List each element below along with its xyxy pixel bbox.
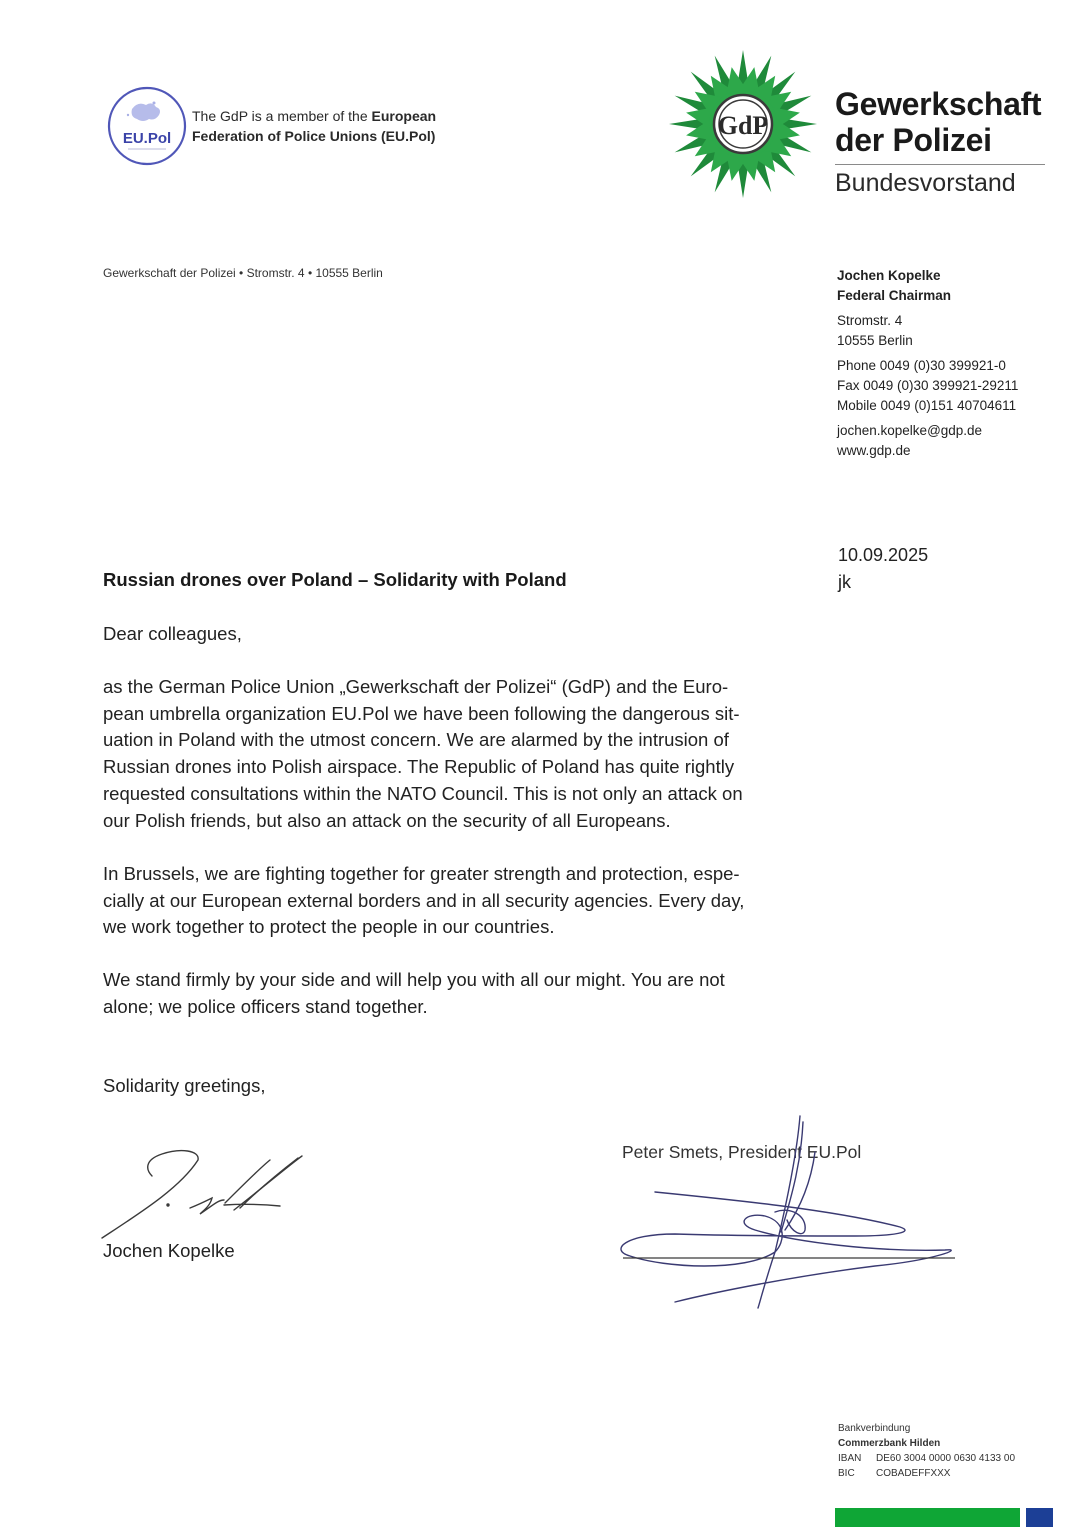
contact-fax: Fax 0049 (0)30 399921-29211 (837, 378, 1019, 393)
letter-subject: Russian drones over Poland – Solidarity with Poland (103, 569, 567, 590)
salutation: Dear colleagues, (103, 623, 242, 644)
paragraph-line: as the German Police Union „Gewerkschaft der Polizei“ (GdP) and the Euro- (103, 676, 729, 697)
paragraph-line: uation in Poland with the utmost concern. We are alarmed by the intrusion of (103, 729, 729, 751)
paragraph-2 (103, 861, 803, 941)
bank-details (838, 1421, 1015, 1481)
signature-kopelke (100, 1148, 310, 1243)
paragraph-3 (103, 967, 803, 1020)
handwritten-signature-icon (615, 1112, 960, 1312)
footer-blue-bar (1026, 1508, 1053, 1527)
iban-value: DE60 3004 0000 0630 4133 00 (876, 1453, 1016, 1464)
paragraph-line: we work together to protect the people in our countries. (103, 916, 555, 938)
bank-bic-row (838, 1466, 1015, 1481)
handwritten-signature-icon (100, 1148, 310, 1243)
signer-name-2: Peter Smets, President EU.Pol (622, 1142, 862, 1162)
membership-prefix: The GdP is a member of the (192, 108, 372, 124)
paragraph-line: Russian drones into Polish airspace. The Republic of Poland has quite rightly (103, 756, 735, 778)
contact-city: 10555 Berlin (837, 333, 913, 348)
paragraph-1 (103, 674, 803, 834)
signature-smets (615, 1112, 960, 1312)
contact-address (837, 311, 913, 351)
paragraph-line: alone; we police officers stand together. (103, 995, 428, 1017)
membership-bold-1: European (371, 108, 437, 124)
contact-name: Jochen Kopelke (837, 268, 941, 283)
eupol-emblem-icon (106, 85, 188, 167)
bank-heading: Bankverbindung (838, 1423, 911, 1434)
eupol-logo (106, 85, 188, 167)
org-subtitle: Bundesvorstand (835, 169, 1016, 197)
paragraph-line: our Polish friends, but also an attack on the security of all Europeans. (103, 809, 671, 831)
org-name-line2: der Polizei (835, 122, 992, 158)
contact-mobile: Mobile 0049 (0)151 40704611 (837, 398, 1017, 413)
paragraph-line: cially at our European external borders and in all security agencies. Every day, (103, 889, 745, 911)
contact-name-block (837, 266, 951, 306)
contact-phone: Phone 0049 (0)30 399921-0 (837, 358, 1006, 373)
contact-title: Federal Chairman (837, 288, 952, 303)
bic-value: COBADEFFXXX (876, 1468, 951, 1479)
paragraph-line: requested consultations within the NATO Council. This is not only an attack on (103, 782, 743, 804)
org-name (835, 86, 1041, 158)
bic-label: BIC (838, 1468, 855, 1479)
police-star-icon (667, 48, 819, 200)
svg-text:GdP: GdP (717, 111, 769, 140)
gdp-star-logo (667, 48, 819, 200)
letter-reference: jk (838, 572, 851, 592)
contact-web (837, 421, 982, 461)
membership-bold-2: Federation of Police Unions (EU.Pol) (192, 128, 436, 144)
signer-name-1: Jochen Kopelke (103, 1240, 235, 1261)
org-name-line1: Gewerkschaft (835, 86, 1042, 122)
svg-text:EU.Pol: EU.Pol (122, 130, 172, 147)
iban-label: IBAN (838, 1453, 862, 1464)
contact-email-link[interactable]: jochen.kopelke@gdp.de (837, 423, 983, 438)
letter-date: 10.09.2025 (838, 545, 929, 565)
contact-website-link[interactable]: www.gdp.de (837, 443, 911, 458)
eupol-membership-text (192, 106, 436, 146)
bank-iban-row (838, 1451, 1015, 1466)
footer-green-bar (835, 1508, 1020, 1527)
bank-name: Commerzbank Hilden (838, 1438, 941, 1449)
sender-return-address: Gewerkschaft der Polizei • Stromstr. 4 • 10555 Berlin (103, 266, 383, 280)
date-reference-block (838, 542, 928, 596)
header-divider (835, 164, 1045, 165)
paragraph-line: In Brussels, we are fighting together for greater strength and protection, espe- (103, 863, 740, 884)
closing: Solidarity greetings, (103, 1075, 266, 1096)
contact-street: Stromstr. 4 (837, 313, 903, 328)
contact-numbers (837, 356, 1018, 416)
paragraph-line: pean umbrella organization EU.Pol we have been following the dangerous sit- (103, 702, 740, 724)
paragraph-line: We stand firmly by your side and will help you with all our might. You are not (103, 969, 725, 990)
